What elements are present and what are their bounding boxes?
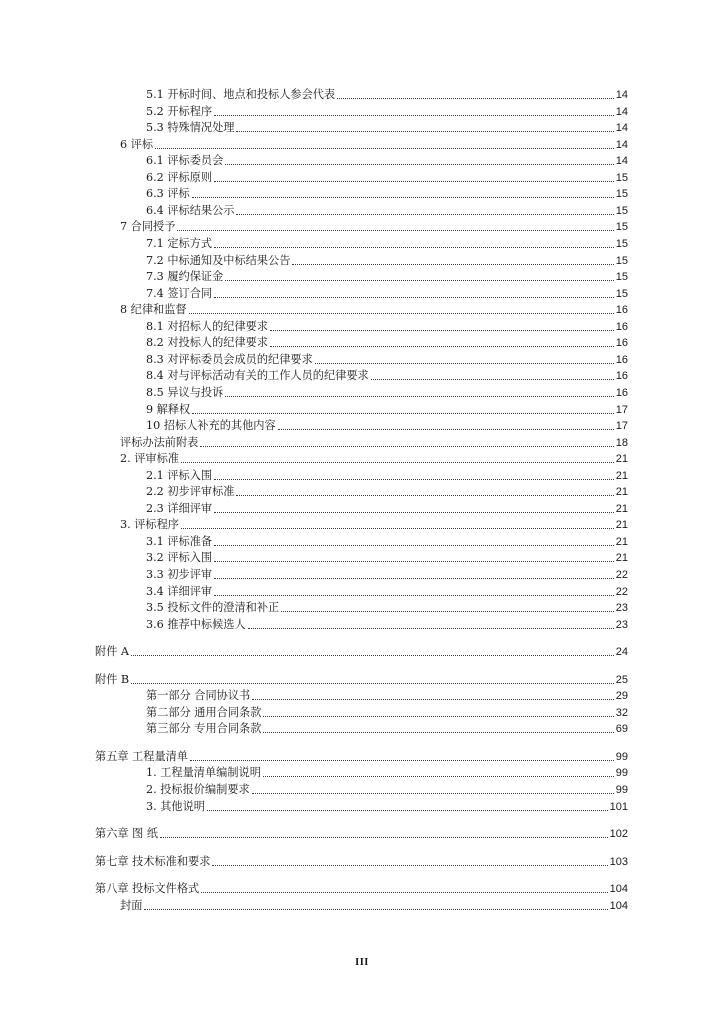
toc-entry-page: 16 bbox=[615, 304, 628, 317]
toc-entry[interactable] bbox=[146, 203, 628, 219]
dot-leader bbox=[315, 363, 614, 364]
dot-leader bbox=[160, 837, 608, 838]
toc-entry[interactable] bbox=[146, 236, 628, 252]
dot-leader bbox=[200, 446, 613, 447]
toc-entry-title: 附件 A bbox=[95, 645, 130, 659]
toc-entry-page: 15 bbox=[615, 238, 628, 250]
dot-leader bbox=[236, 131, 613, 132]
toc-entry-title: 3.2 评标入围 bbox=[146, 551, 213, 565]
toc-entry[interactable] bbox=[146, 765, 628, 781]
toc-entry-title: 3. 其他说明 bbox=[146, 799, 205, 813]
dot-leader bbox=[214, 595, 614, 596]
dot-leader bbox=[192, 197, 614, 198]
toc-entry-page: 15 bbox=[615, 204, 628, 217]
toc-entry-title: 9 解释权 bbox=[146, 402, 191, 416]
toc-entry-title: 1. 工程量清单编制说明 bbox=[146, 766, 261, 780]
dot-leader bbox=[214, 181, 614, 182]
toc-entry-title: 7 合同授予 bbox=[120, 220, 176, 234]
toc-entry[interactable] bbox=[146, 567, 628, 583]
toc-entry-page: 99 bbox=[615, 784, 628, 796]
toc-entry-page: 17 bbox=[615, 420, 628, 432]
toc-entry-page: 16 bbox=[615, 337, 628, 350]
dot-leader bbox=[214, 545, 614, 546]
toc-entry-title: 第八章 投标文件格式 bbox=[95, 882, 200, 896]
dot-leader bbox=[252, 699, 614, 700]
toc-entry-page: 101 bbox=[609, 800, 628, 813]
toc-entry-title: 2. 投标报价编制要求 bbox=[146, 783, 250, 796]
dot-leader bbox=[214, 115, 614, 116]
toc-entry-page: 16 bbox=[615, 353, 628, 366]
dot-leader bbox=[225, 396, 613, 397]
toc-entry-page: 69 bbox=[615, 723, 628, 736]
dot-leader bbox=[292, 264, 613, 265]
dot-leader bbox=[214, 479, 614, 480]
dot-leader bbox=[177, 230, 613, 231]
toc-entry-title: 7.4 签订合同 bbox=[146, 286, 213, 300]
toc-entry[interactable] bbox=[120, 219, 628, 235]
toc-entry-page: 21 bbox=[615, 535, 628, 548]
dot-leader bbox=[281, 611, 614, 612]
toc-entry-page: 99 bbox=[615, 750, 628, 763]
toc-entry[interactable] bbox=[146, 104, 628, 120]
toc-entry[interactable] bbox=[146, 584, 628, 600]
dot-leader bbox=[263, 776, 614, 777]
toc-entry[interactable] bbox=[120, 898, 628, 914]
toc-entry-page: 18 bbox=[615, 436, 628, 449]
toc-entry-page: 21 bbox=[615, 552, 628, 565]
toc-entry-page: 15 bbox=[615, 254, 628, 267]
toc-entry-title: 第五章 工程量清单 bbox=[95, 749, 189, 763]
toc-entry[interactable] bbox=[95, 826, 628, 842]
toc-entry[interactable] bbox=[146, 705, 628, 721]
dot-leader bbox=[207, 810, 608, 811]
toc-entry-title: 附件 B bbox=[95, 672, 130, 686]
toc-entry-page: 21 bbox=[615, 453, 628, 466]
dot-leader bbox=[131, 683, 614, 684]
toc-entry[interactable] bbox=[146, 170, 628, 186]
toc-entry[interactable] bbox=[146, 402, 628, 418]
toc-entry[interactable] bbox=[146, 688, 628, 704]
toc-entry[interactable] bbox=[146, 352, 628, 368]
toc-entry-page: 21 bbox=[615, 519, 628, 532]
dot-leader bbox=[278, 429, 614, 430]
toc-entry[interactable] bbox=[146, 269, 628, 285]
toc-entry[interactable] bbox=[146, 534, 628, 550]
dot-leader bbox=[263, 716, 613, 717]
toc-entry[interactable] bbox=[120, 302, 628, 318]
dot-leader bbox=[214, 578, 614, 579]
toc-entry[interactable] bbox=[146, 600, 628, 616]
toc-entry-page: 15 bbox=[615, 171, 628, 184]
toc-entry[interactable] bbox=[146, 782, 628, 798]
toc-entry-title: 5.2 开标程序 bbox=[146, 104, 213, 118]
toc-entry-title: 5.1 开标时间、地点和投标人参会代表 bbox=[146, 88, 336, 101]
dot-leader bbox=[144, 909, 607, 910]
toc-entry-title: 7.2 中标通知及中标结果公告 bbox=[146, 253, 291, 267]
toc-entry-page: 25 bbox=[615, 673, 628, 686]
toc-entry[interactable] bbox=[95, 881, 628, 897]
toc-entry-page: 104 bbox=[609, 883, 628, 896]
toc-entry-page: 16 bbox=[615, 320, 628, 333]
toc-entry-page: 15 bbox=[615, 287, 628, 300]
toc-entry-title: 第六章 图 纸 bbox=[95, 827, 159, 841]
toc-entry-title: 6.3 评标 bbox=[146, 187, 190, 201]
dot-leader bbox=[236, 495, 613, 496]
dot-leader bbox=[201, 892, 607, 893]
toc-entry[interactable] bbox=[146, 385, 628, 401]
toc-entry-title: 8.1 对招标人的纪律要求 bbox=[146, 319, 269, 333]
dot-leader bbox=[190, 760, 614, 761]
toc-entry-title: 8 纪律和监督 bbox=[120, 303, 187, 317]
toc-entry-title: 2.1 评标入围 bbox=[146, 468, 213, 482]
page-number: III bbox=[355, 957, 369, 968]
toc-entry[interactable] bbox=[146, 368, 628, 384]
toc-entry[interactable] bbox=[146, 550, 628, 566]
toc-entry-page: 15 bbox=[615, 221, 628, 234]
toc-entry-page: 23 bbox=[615, 618, 628, 631]
toc-entry-title: 6.4 评标结果公示 bbox=[146, 203, 235, 217]
toc-entry-title: 2.2 初步评审标准 bbox=[146, 485, 235, 499]
toc-entry-title: 3. 评标程序 bbox=[120, 518, 179, 532]
dot-leader bbox=[371, 379, 614, 380]
toc-entry-page: 17 bbox=[615, 403, 628, 416]
toc-entry-title: 6.2 评标原则 bbox=[146, 170, 213, 184]
dot-leader bbox=[131, 655, 614, 656]
toc-entry[interactable] bbox=[120, 517, 628, 533]
dot-leader bbox=[236, 214, 613, 215]
toc-entry-title: 7.1 定标方式 bbox=[146, 237, 213, 250]
dot-leader bbox=[263, 732, 613, 733]
toc-entry-title: 3.3 初步评审 bbox=[146, 568, 213, 581]
toc-entry-title: 8.4 对与评标活动有关的工作人员的纪律要求 bbox=[146, 369, 369, 383]
toc-entry-title: 第七章 技术标准和要求 bbox=[95, 854, 211, 868]
toc-entry[interactable] bbox=[95, 644, 628, 660]
dot-leader bbox=[214, 297, 614, 298]
toc-entry-title: 3.6 推荐中标候选人 bbox=[146, 617, 246, 631]
dot-leader bbox=[214, 512, 614, 513]
toc-entry[interactable] bbox=[146, 721, 628, 737]
dot-leader bbox=[337, 98, 614, 99]
toc-entry-page: 104 bbox=[609, 899, 628, 912]
toc-entry-page: 16 bbox=[615, 386, 628, 399]
toc-entry-title: 6.1 评标委员会 bbox=[146, 154, 224, 168]
toc-entry-title: 第三部分 专用合同条款 bbox=[146, 722, 262, 736]
toc-entry[interactable] bbox=[146, 418, 628, 434]
dot-leader bbox=[214, 561, 614, 562]
toc-entry-page: 14 bbox=[615, 122, 628, 135]
toc-entry[interactable] bbox=[146, 484, 628, 500]
toc-entry-page: 14 bbox=[615, 105, 628, 118]
dot-leader bbox=[225, 280, 613, 281]
toc-entry-title: 6 评标 bbox=[120, 137, 154, 151]
toc-entry-title: 8.2 对投标人的纪律要求 bbox=[146, 336, 269, 350]
toc-entry[interactable] bbox=[146, 153, 628, 169]
dot-leader bbox=[270, 346, 614, 347]
dot-leader bbox=[189, 313, 614, 314]
toc-entry-page: 14 bbox=[615, 138, 628, 151]
toc-entry[interactable] bbox=[146, 253, 628, 269]
toc-entry-title: 评标办法前附表 bbox=[120, 435, 199, 449]
dot-leader bbox=[212, 865, 607, 866]
toc-entry-page: 21 bbox=[615, 502, 628, 515]
toc-entry[interactable] bbox=[95, 854, 628, 870]
toc-entry[interactable] bbox=[146, 286, 628, 302]
toc-entry-title: 2. 评审标准 bbox=[120, 452, 179, 466]
dot-leader bbox=[192, 413, 614, 414]
toc-entry-title: 5.3 特殊情况处理 bbox=[146, 121, 235, 135]
dot-leader bbox=[252, 793, 614, 794]
toc-entry[interactable] bbox=[120, 451, 628, 467]
toc-entry[interactable] bbox=[146, 120, 628, 136]
toc-entry-page: 103 bbox=[609, 855, 628, 868]
toc-entry[interactable] bbox=[146, 186, 628, 202]
toc-entry[interactable] bbox=[146, 468, 628, 484]
toc-entry-page: 22 bbox=[615, 569, 628, 581]
toc-entry-page: 102 bbox=[609, 828, 628, 841]
toc-entry[interactable] bbox=[146, 319, 628, 335]
toc-entry-page: 24 bbox=[615, 646, 628, 659]
toc-entry-title: 3.5 投标文件的澄清和补正 bbox=[146, 601, 280, 615]
dot-leader bbox=[270, 330, 614, 331]
toc-entry-title: 7.3 履约保证金 bbox=[146, 270, 224, 284]
toc-entry[interactable] bbox=[146, 501, 628, 517]
toc-entry[interactable] bbox=[146, 617, 628, 633]
toc-entry-title: 10 招标人补充的其他内容 bbox=[146, 419, 276, 432]
toc-entry-page: 21 bbox=[615, 486, 628, 499]
toc-entry-title: 8.5 异议与投诉 bbox=[146, 385, 224, 399]
dot-leader bbox=[225, 164, 613, 165]
dot-leader bbox=[155, 148, 614, 149]
toc-entry[interactable] bbox=[120, 435, 628, 451]
dot-leader bbox=[181, 462, 614, 463]
toc-entry-page: 21 bbox=[615, 469, 628, 482]
toc-entry-title: 3.4 详细评审 bbox=[146, 584, 213, 598]
dot-leader bbox=[181, 528, 614, 529]
toc-entry-page: 23 bbox=[615, 602, 628, 615]
toc-entry-page: 14 bbox=[615, 89, 628, 101]
toc-entry-page: 15 bbox=[615, 188, 628, 201]
dot-leader bbox=[214, 247, 614, 248]
toc-entry-page: 99 bbox=[615, 767, 628, 780]
toc-entry-page: 22 bbox=[615, 585, 628, 598]
toc-entry-title: 第二部分 通用合同条款 bbox=[146, 705, 262, 719]
toc-entry-page: 15 bbox=[615, 271, 628, 284]
toc-entry-title: 8.3 对评标委员会成员的纪律要求 bbox=[146, 352, 313, 366]
toc-entry-title: 第一部分 合同协议书 bbox=[146, 689, 251, 703]
toc-entry[interactable] bbox=[146, 87, 628, 103]
toc-entry-page: 29 bbox=[615, 690, 628, 703]
toc-entry-page: 14 bbox=[615, 155, 628, 168]
toc-entry-page: 16 bbox=[615, 370, 628, 383]
toc-entry[interactable] bbox=[95, 672, 628, 688]
toc-entry-title: 3.1 评标准备 bbox=[146, 534, 213, 548]
toc-entry[interactable] bbox=[146, 799, 628, 815]
dot-leader bbox=[248, 628, 614, 629]
toc-entry[interactable] bbox=[146, 335, 628, 351]
toc-entry[interactable] bbox=[95, 749, 628, 765]
toc-entry-page: 32 bbox=[615, 706, 628, 719]
toc-entry-title: 2.3 详细评审 bbox=[146, 501, 213, 515]
toc-entry[interactable] bbox=[120, 137, 628, 153]
toc-entry-title: 封面 bbox=[120, 898, 143, 912]
